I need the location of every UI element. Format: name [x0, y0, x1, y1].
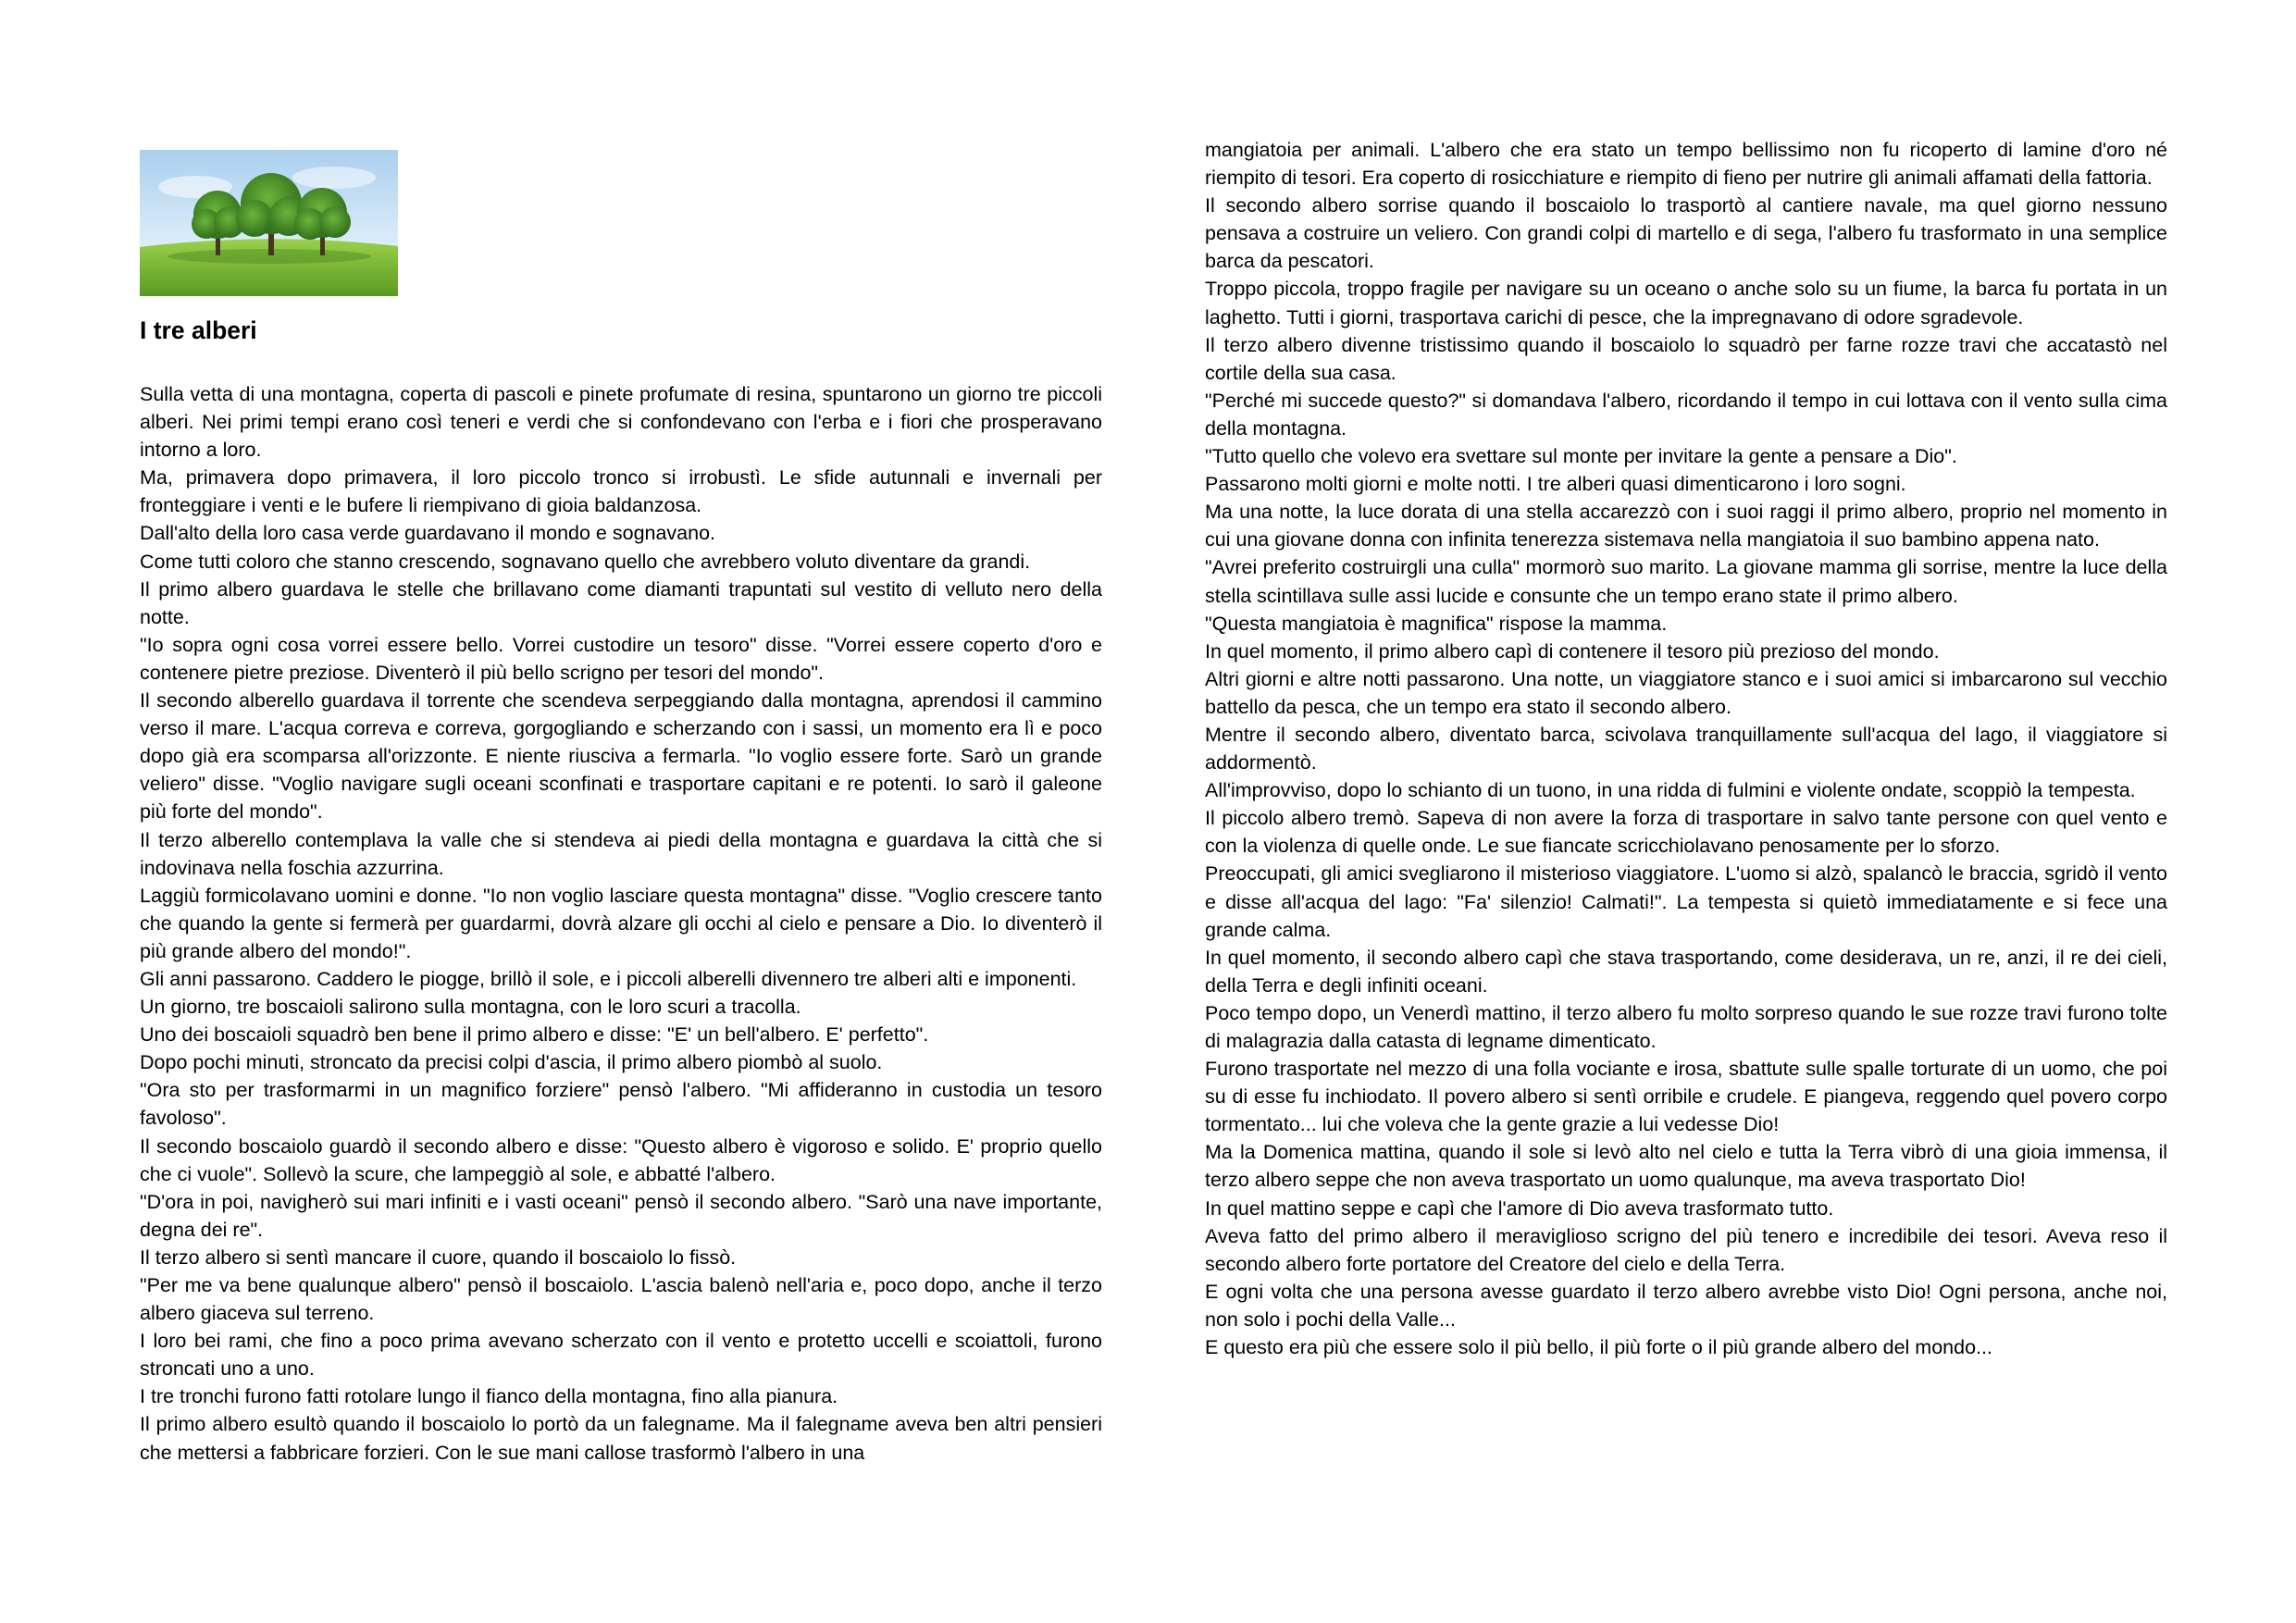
- paragraph: Gli anni passarono. Caddero le piogge, brillò il sole, e i piccoli alberelli divennero tre alberi alti e imponenti.: [140, 967, 1077, 990]
- left-text-column: [140, 380, 1102, 1467]
- paragraph: All'improvviso, dopo lo schianto di un tuono, in una ridda di fulmini e violente ondate, scoppiò la tempesta.: [1205, 779, 2136, 802]
- paragraph: "Avrei preferito costruirgli una culla" mormorò suo marito. La giovane mamma gli sorrise, mentre la luce della stella scintillava sulle assi lucide e consunte che un tempo erano state il primo albero.: [1205, 556, 2167, 607]
- paragraph: Preoccupati, gli amici svegliarono il misterioso viaggiatore. L'uomo si alzò, spalancò le braccia, sgridò il vento e disse all'acqua del lago: "Fa' silenzio! Calmati!". La tempesta si quietò immediatamente e si fece una grande calma.: [1205, 862, 2167, 941]
- paragraph: Dopo pochi minuti, stroncato da precisi colpi d'ascia, il primo albero piombò al suolo.: [140, 1051, 883, 1074]
- paragraph: Uno dei boscaioli squadrò ben bene il primo albero e disse: "E' un bell'albero. E' perfetto".: [140, 1023, 929, 1047]
- paragraph: "Io sopra ogni cosa vorrei essere bello. Vorrei custodire un tesoro" disse. "Vorrei essere coperto d'oro e contenere pietre preziose. Diventerò il più bello scrigno per tesori del mondo".: [140, 633, 1102, 684]
- paragraph: Il terzo albero si sentì mancare il cuore, quando il boscaiolo lo fissò.: [140, 1245, 737, 1269]
- paragraph: Ma la Domenica mattina, quando il sole si levò alto nel cielo e tutta la Terra vibrò di una gioia immensa, il terzo albero seppe che non aveva trasportato un uomo qualunque, ma aveva trasportato Dio!: [1205, 1141, 2167, 1192]
- paragraph: Un giorno, tre boscaioli salirono sulla montagna, con le loro scuri a tracolla.: [140, 996, 801, 1019]
- paragraph: Dall'alto della loro casa verde guardavano il mondo e sognavano.: [140, 522, 716, 545]
- paragraph: Il secondo albero sorrise quando il boscaiolo lo trasportò al cantiere navale, ma quel giorno nessuno pensava a costruire un veliero. Con grandi colpi di martello e di sega, l'albero fu trasformato in una semplice barca da pescatori.: [1205, 194, 2167, 273]
- paragraph: Poco tempo dopo, un Venerdì mattino, il terzo albero fu molto sorpreso quando le sue rozze travi furono tolte di malagrazia dalla catasta di legname dimenticato.: [1205, 1001, 2167, 1052]
- paragraph: Il terzo alberello contemplava la valle che si stendeva ai piedi della montagna e guardava la città che si indovinava nella foschia azzurrina.: [140, 828, 1102, 879]
- paragraph: Altri giorni e altre notti passarono. Una notte, un viaggiatore stanco e i suoi amici si imbarcarono sul vecchio battello da pesca, che un tempo era stato il secondo albero.: [1205, 667, 2167, 718]
- paragraph: Troppo piccola, troppo fragile per navigare su un oceano o anche solo su un fiume, la barca fu portata in un laghetto. Tutti i giorni, trasportava carichi di pesce, che la impregnavano di odore sgradevole.: [1205, 278, 2167, 328]
- paragraph: Il primo albero guardava le stelle che brillavano come diamanti trapuntati sul vestito di velluto nero della notte.: [140, 577, 1102, 628]
- paragraph: "Ora sto per trasformarmi in un magnifico forziere" pensò l'albero. "Mi affideranno in custodia un tesoro favoloso".: [140, 1079, 1102, 1130]
- paragraph: In quel momento, il primo albero capì di contenere il tesoro più prezioso del mondo.: [1205, 639, 1940, 663]
- paragraph: I loro bei rami, che fino a poco prima avevano scherzato con il vento e protetto uccelli e scoiattoli, furono stroncati uno a uno.: [140, 1330, 1102, 1381]
- paragraph: Mentre il secondo albero, diventato barca, scivolava tranquillamente sull'acqua del lago, il viaggiatore si addormentò.: [1205, 723, 2167, 774]
- story-title: I tre alberi: [140, 316, 257, 344]
- paragraph: "Perché mi succede questo?" si domandava l'albero, ricordando il tempo in cui lottava con il vento sulla cima della montagna.: [1205, 389, 2167, 440]
- paragraph: E questo era più che essere solo il più bello, il più forte o il più grande albero del mondo...: [1205, 1336, 1992, 1359]
- paragraph: "Per me va bene qualunque albero" pensò il boscaiolo. L'ascia balenò nell'aria e, poco dopo, anche il terzo albero giaceva sul terreno.: [140, 1274, 1102, 1325]
- paragraph: Il secondo boscaiolo guardò il secondo albero e disse: "Questo albero è vigoroso e solido. E' proprio quello che ci vuole". Sollevò la scure, che lampeggiò al sole, e abbatté l'albero.: [140, 1134, 1102, 1185]
- paragraph: Il primo albero esultò quando il boscaiolo lo portò da un falegname. Ma il falegname aveva ben altri pensieri che mettersi a fabbricare forzieri. Con le sue mani callose trasformò l'albero in una: [140, 1413, 1102, 1464]
- paragraph: Ma, primavera dopo primavera, il loro piccolo tronco si irrobustì. Le sfide autunnali e invernali per fronteggiare i venti e le bufere li riempivano di gioia baldanzosa.: [140, 466, 1102, 517]
- paragraph: Aveva fatto del primo albero il meraviglioso scrigno del più tenero e incredibile dei tesori. Aveva reso il secondo albero forte portatore del Creatore del cielo e della Terra.: [1205, 1224, 2167, 1275]
- paragraph: E ogni volta che una persona avesse guardato il terzo albero avrebbe visto Dio! Ogni persona, anche noi, non solo i pochi della Valle...: [1205, 1280, 2167, 1331]
- paragraph: Sulla vetta di una montagna, coperta di pascoli e pinete profumate di resina, spuntarono un giorno tre piccoli alberi. Nei primi tempi erano così teneri e verdi che si confondevano con l'erba e i fiori che prosperavano intorno a loro.: [140, 383, 1102, 462]
- paragraph: In quel momento, il secondo albero capì che stava trasportando, come desiderava, un re, anzi, il re dei cieli, della Terra e degli infiniti oceani.: [1205, 946, 2167, 997]
- paragraph: Il terzo albero divenne tristissimo quando il boscaiolo lo squadrò per farne rozze travi che accatastò nel cortile della sua casa.: [1205, 333, 2167, 384]
- paragraph: I tre tronchi furono fatti rotolare lungo il fianco della montagna, fino alla pianura.: [140, 1385, 838, 1408]
- paragraph: Come tutti coloro che stanno crescendo, sognavano quello che avrebbero voluto diventare da grandi.: [140, 550, 1031, 573]
- paragraph: Ma una notte, la luce dorata di una stella accarezzò con i suoi raggi il primo albero, proprio nel momento in cui una giovane donna con infinita tenerezza sistemava nella mangiatoia il suo bambino appena nato.: [1205, 501, 2167, 551]
- paragraph: Furono trasportate nel mezzo di una folla vociante e irosa, sbattute sulle spalle torturate di un uomo, che poi su di esse fu inchiodato. Il povero albero si sentì orribile e crudele. E piangeva, reggendo quel povero corpo tormentato... lui che voleva che la gente grazie a lui vedesse Dio!: [1205, 1058, 2167, 1136]
- paragraph: Il secondo alberello guardava il torrente che scendeva serpeggiando dalla montagna, aprendosi il cammino verso il mare. L'acqua correva e correva, gorgogliando e scherzando con i sassi, un momento era lì e poco dopo già era scomparsa all'orizzonte. E niente riusciva a fermarla. "Io voglio essere forte. Sarò un grande veliero" disse. "Voglio navigare sugli oceani sconfinati e trasportare capitani e re potenti. Io sarò il galeone più forte del mondo".: [140, 689, 1102, 824]
- paragraph: mangiatoia per animali. L'albero che era stato un tempo bellissimo non fu ricoperto di lamine d'oro né riempito di tesori. Era coperto di rosicchiature e riempito di fieno per nutrire gli animali affamati della fattoria.: [1205, 139, 2167, 190]
- paragraph: "D'ora in poi, navigherò sui mari infiniti e i vasti oceani" pensò il secondo albero. "Sarò una nave importante, degna dei re".: [140, 1190, 1102, 1241]
- right-text-column: [1205, 136, 2167, 1361]
- three-trees-image: [140, 150, 398, 296]
- paragraph: In quel mattino seppe e capì che l'amore di Dio aveva trasformato tutto.: [1205, 1196, 1834, 1220]
- paragraph: Laggiù formicolavano uomini e donne. "Io non voglio lasciare questa montagna" disse. "Voglio crescere tanto che quando la gente si fermerà per guardarmi, dovrà alzare gli occhi al cielo e pensare a Dio. Io diventerò il più grande albero del mondo!".: [140, 884, 1102, 962]
- paragraph: Il piccolo albero tremò. Sapeva di non avere la forza di trasportare in salvo tante persone con quel vento e con la violenza di quelle onde. Le sue fiancate scricchiolavano penosamente per lo sforzo.: [1205, 807, 2167, 858]
- paragraph: "Questa mangiatoia è magnifica" rispose la mamma.: [1205, 612, 1668, 635]
- paragraph: "Tutto quello che volevo era svettare sul monte per invitare la gente a pensare a Dio".: [1205, 445, 1957, 468]
- paragraph: Passarono molti giorni e molte notti. I tre alberi quasi dimenticarono i loro sogni.: [1205, 473, 1906, 496]
